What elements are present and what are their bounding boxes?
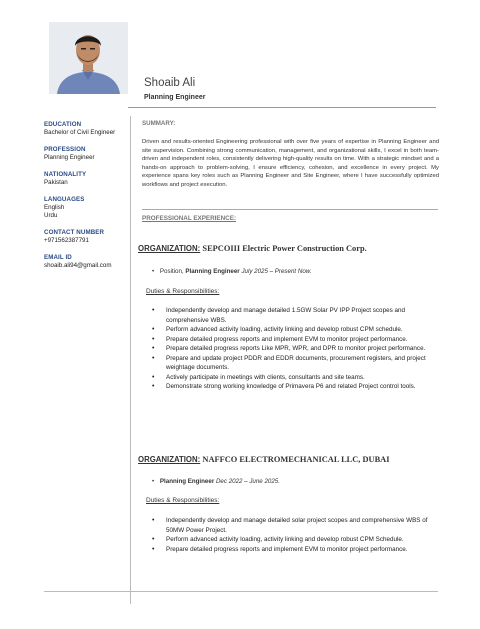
job2-duty: • Perform advanced activity loading, activity linking and develop robust CPM Schedule. <box>150 535 440 545</box>
job1-position: • Position, Planning Engineer July 2025 – Present Now. <box>152 268 312 275</box>
education-block <box>44 121 129 137</box>
job1-duties-label: Duties & Responsibilities: <box>146 288 220 295</box>
job2-duties-list <box>150 516 440 554</box>
nationality-value: Pakistan <box>44 179 68 186</box>
job2-position-title: Planning Engineer <box>159 478 215 485</box>
job1-position-title: Planning Engineer <box>185 268 240 275</box>
nationality-block <box>44 171 129 187</box>
job1-duties-list <box>150 306 440 392</box>
job2-company: NAFFCO ELECTROMECHANICAL LLC, DUBAI <box>202 455 390 464</box>
language-urdu: Urdu <box>44 212 58 219</box>
email-value: shoaib.ali94@gmail.com <box>44 262 112 269</box>
job2-organization <box>138 455 389 464</box>
candidate-role: Planning Engineer <box>144 94 206 101</box>
job2-org-label: ORGANIZATION: <box>138 455 201 464</box>
summary-text: Driven and results-oriented Engineering professional with over five years of expertise in Planning Engineer and site supervision. Combining strong communication, management, and organizational skills, I excel in both team-driven and independent roles, consistently delivering high-quality results on time. With a strategic mindset and a hands-on approach to problem-solving, I ensure efficiency, cohesion, and excellence in every project. My experience spans key roles such as Planning Engineer and Site Engineer, where I have successfully optimized workflows and project execution. <box>142 139 439 188</box>
profession-block <box>44 146 129 162</box>
header-divider <box>128 107 436 108</box>
nationality-heading: NATIONALITY <box>44 171 87 178</box>
footer-divider <box>44 591 438 592</box>
job1-duty: • Prepare detailed progress reports Like MPR, WPR, and DPR to monitor project performance. <box>150 344 440 354</box>
languages-block <box>44 196 129 220</box>
summary-heading: SUMMARY: <box>142 120 176 127</box>
contact-block <box>44 229 129 245</box>
email-heading: EMAIL ID <box>44 254 72 261</box>
job1-org-label: ORGANIZATION: <box>138 244 201 253</box>
sidebar <box>44 121 129 279</box>
job1-duty: • Prepare detailed progress reports and implement EVM to monitor project performance. <box>150 335 440 345</box>
experience-heading: PROFESSIONAL EXPERIENCE: <box>142 215 237 222</box>
profession-value: Planning Engineer <box>44 154 95 161</box>
job2-duty: • Prepare detailed progress reports and implement EVM to monitor project performance. <box>150 545 440 555</box>
job1-duty: • Independently develop and manage detailed 1.5GW Solar PV IPP Project scopes and comprehensive WBS. <box>150 306 440 325</box>
job1-dates: July 2025 – Present Now. <box>241 268 312 275</box>
job1-organization <box>138 244 367 253</box>
job1-duty: • Prepare and update project PDDR and EDDR documents, procurement registers, and project weightage documents. <box>150 354 440 373</box>
job1-duty: • Demonstrate strong working knowledge of Primavera P6 and related Project control tools. <box>150 382 440 392</box>
job2-duty: • Independently develop and manage detailed solar project scopes and comprehensive WBS of 50MW Power Project. <box>150 516 440 535</box>
job2-position: • Planning Engineer Dec 2022 – June 2025. <box>152 478 280 485</box>
sidebar-divider <box>130 116 131 604</box>
job1-company: SEPCOIII Electric Power Construction Corp. <box>202 244 367 253</box>
summary-divider <box>142 209 438 210</box>
job1-duty: • Perform advanced activity loading, activity linking and develop robust CPM schedule. <box>150 325 440 335</box>
email-block <box>44 254 129 270</box>
contact-heading: CONTACT NUMBER <box>44 229 105 236</box>
education-value: Bachelor of Civil Engineer <box>44 129 116 136</box>
language-english: English <box>44 204 65 211</box>
job1-pos-label: Position, <box>159 268 184 275</box>
summary-section <box>142 120 439 190</box>
job2-duties-label: Duties & Responsibilities: <box>146 497 220 504</box>
contact-value: +971562387791 <box>44 237 89 244</box>
profile-photo <box>49 22 128 94</box>
languages-heading: LANGUAGES <box>44 196 85 203</box>
education-heading: EDUCATION <box>44 121 82 128</box>
job2-dates: Dec 2022 – June 2025. <box>215 478 280 485</box>
profession-heading: PROFESSION <box>44 146 86 153</box>
job1-duty: • Actively participate in meetings with clients, consultants and site teams. <box>150 373 440 383</box>
candidate-name: Shoaib Ali <box>144 77 196 89</box>
